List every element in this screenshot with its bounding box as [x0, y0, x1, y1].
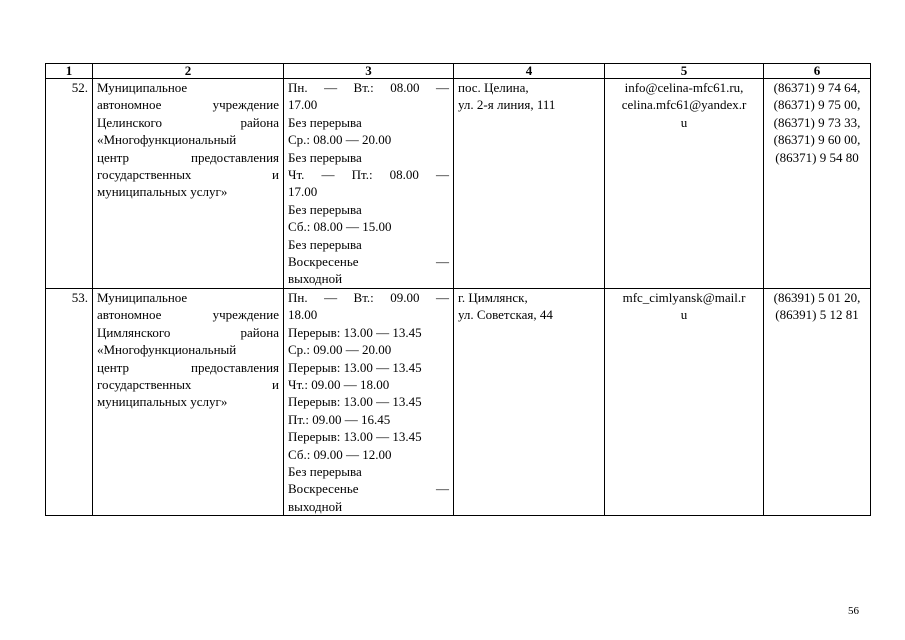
col-header-2: 2: [93, 64, 284, 79]
phone-line: (86371) 9 73 33,: [773, 114, 861, 130]
organization-line: муниципальных услуг»: [97, 184, 228, 200]
hours-line: Без перерыва: [288, 463, 362, 479]
organization-line: Муниципальное: [97, 80, 188, 95]
phone-line: (86371) 9 60 00,: [773, 132, 861, 148]
hours-line: Пн. — Вт.: 08.00 —: [288, 80, 449, 95]
hours-line: Без перерыва: [288, 149, 362, 165]
hours-line: Сб.: 09.00 — 12.00: [288, 446, 392, 462]
organization-line: «Многофункциональный: [97, 342, 237, 358]
col-header-5: 5: [605, 64, 764, 79]
col-header-6: 6: [764, 64, 871, 79]
phone-line: (86391) 5 01 20,: [773, 289, 861, 305]
hours-line: Без перерыва: [288, 201, 362, 217]
organization-name: [93, 79, 284, 289]
organization-line: Целинского района: [97, 114, 279, 130]
hours-line: Пт.: 09.00 — 16.45: [288, 411, 391, 427]
address-line: г. Цимлянск,: [458, 289, 528, 305]
hours-line: Перерыв: 13.00 — 13.45: [288, 359, 422, 375]
organization-line: Муниципальное: [97, 289, 188, 305]
hours-line: Без перерыва: [288, 114, 362, 130]
email-line: info@celina-mfc61.ru,: [624, 80, 744, 95]
email-line: mfc_cimlyansk@mail.r: [622, 289, 746, 305]
header-row: [46, 64, 871, 79]
email-line: celina.mfc61@yandex.r: [621, 97, 747, 113]
page-number: 56: [848, 605, 859, 617]
organization-line: государственных и: [97, 376, 279, 392]
hours-line: Перерыв: 13.00 — 13.45: [288, 324, 422, 340]
col-header-3: 3: [284, 64, 454, 79]
hours-line: Ср.: 08.00 — 20.00: [288, 132, 392, 148]
email-line: u: [680, 307, 688, 323]
hours-line: Сб.: 08.00 — 15.00: [288, 219, 392, 235]
address-line: ул. 2-я линия, 111: [458, 97, 556, 113]
mfc-table: [45, 63, 871, 516]
row-number: 53.: [46, 288, 93, 515]
address: [454, 288, 605, 515]
hours-line: выходной: [288, 271, 343, 287]
address-line: ул. Советская, 44: [458, 307, 553, 323]
hours-line: Чт.: 09.00 — 18.00: [288, 376, 390, 392]
working-hours: [284, 79, 454, 289]
hours-line: Пн. — Вт.: 09.00 —: [288, 289, 449, 305]
organization-line: центр предоставления: [97, 149, 279, 165]
col-header-4: 4: [454, 64, 605, 79]
table-row: [46, 288, 871, 515]
col-header-1: 1: [46, 64, 93, 79]
organization-line: автономное учреждение: [97, 97, 279, 113]
organization-line: государственных и: [97, 167, 279, 183]
organization-line: центр предоставления: [97, 359, 279, 375]
working-hours: [284, 288, 454, 515]
hours-line: 17.00: [288, 97, 318, 113]
phone-line: (86371) 9 75 00,: [773, 97, 861, 113]
organization-line: Цимлянского района: [97, 324, 279, 340]
hours-line: Воскресенье —: [288, 254, 449, 270]
organization-line: муниципальных услуг»: [97, 394, 228, 410]
hours-line: Без перерыва: [288, 236, 362, 252]
email-address: [605, 79, 764, 289]
phone-line: (86371) 9 74 64,: [773, 80, 861, 95]
hours-line: Чт. — Пт.: 08.00 —: [288, 167, 449, 183]
row-number: 52.: [46, 79, 93, 289]
organization-line: автономное учреждение: [97, 307, 279, 323]
address-line: пос. Целина,: [458, 80, 529, 95]
hours-line: Перерыв: 13.00 — 13.45: [288, 394, 422, 410]
hours-line: Перерыв: 13.00 — 13.45: [288, 429, 422, 445]
table-row: [46, 79, 871, 289]
organization-line: «Многофункциональный: [97, 132, 237, 148]
organization-name: [93, 288, 284, 515]
phone-line: (86391) 5 12 81: [775, 307, 859, 323]
hours-line: 17.00: [288, 184, 318, 200]
phone-numbers: [764, 288, 871, 515]
phone-line: (86371) 9 54 80: [775, 149, 859, 165]
hours-line: Воскресенье —: [288, 481, 449, 497]
hours-line: Ср.: 09.00 — 20.00: [288, 342, 392, 358]
hours-line: 18.00: [288, 307, 318, 323]
address: [454, 79, 605, 289]
email-address: [605, 288, 764, 515]
email-line: u: [680, 114, 688, 130]
phone-numbers: [764, 79, 871, 289]
hours-line: выходной: [288, 498, 343, 514]
